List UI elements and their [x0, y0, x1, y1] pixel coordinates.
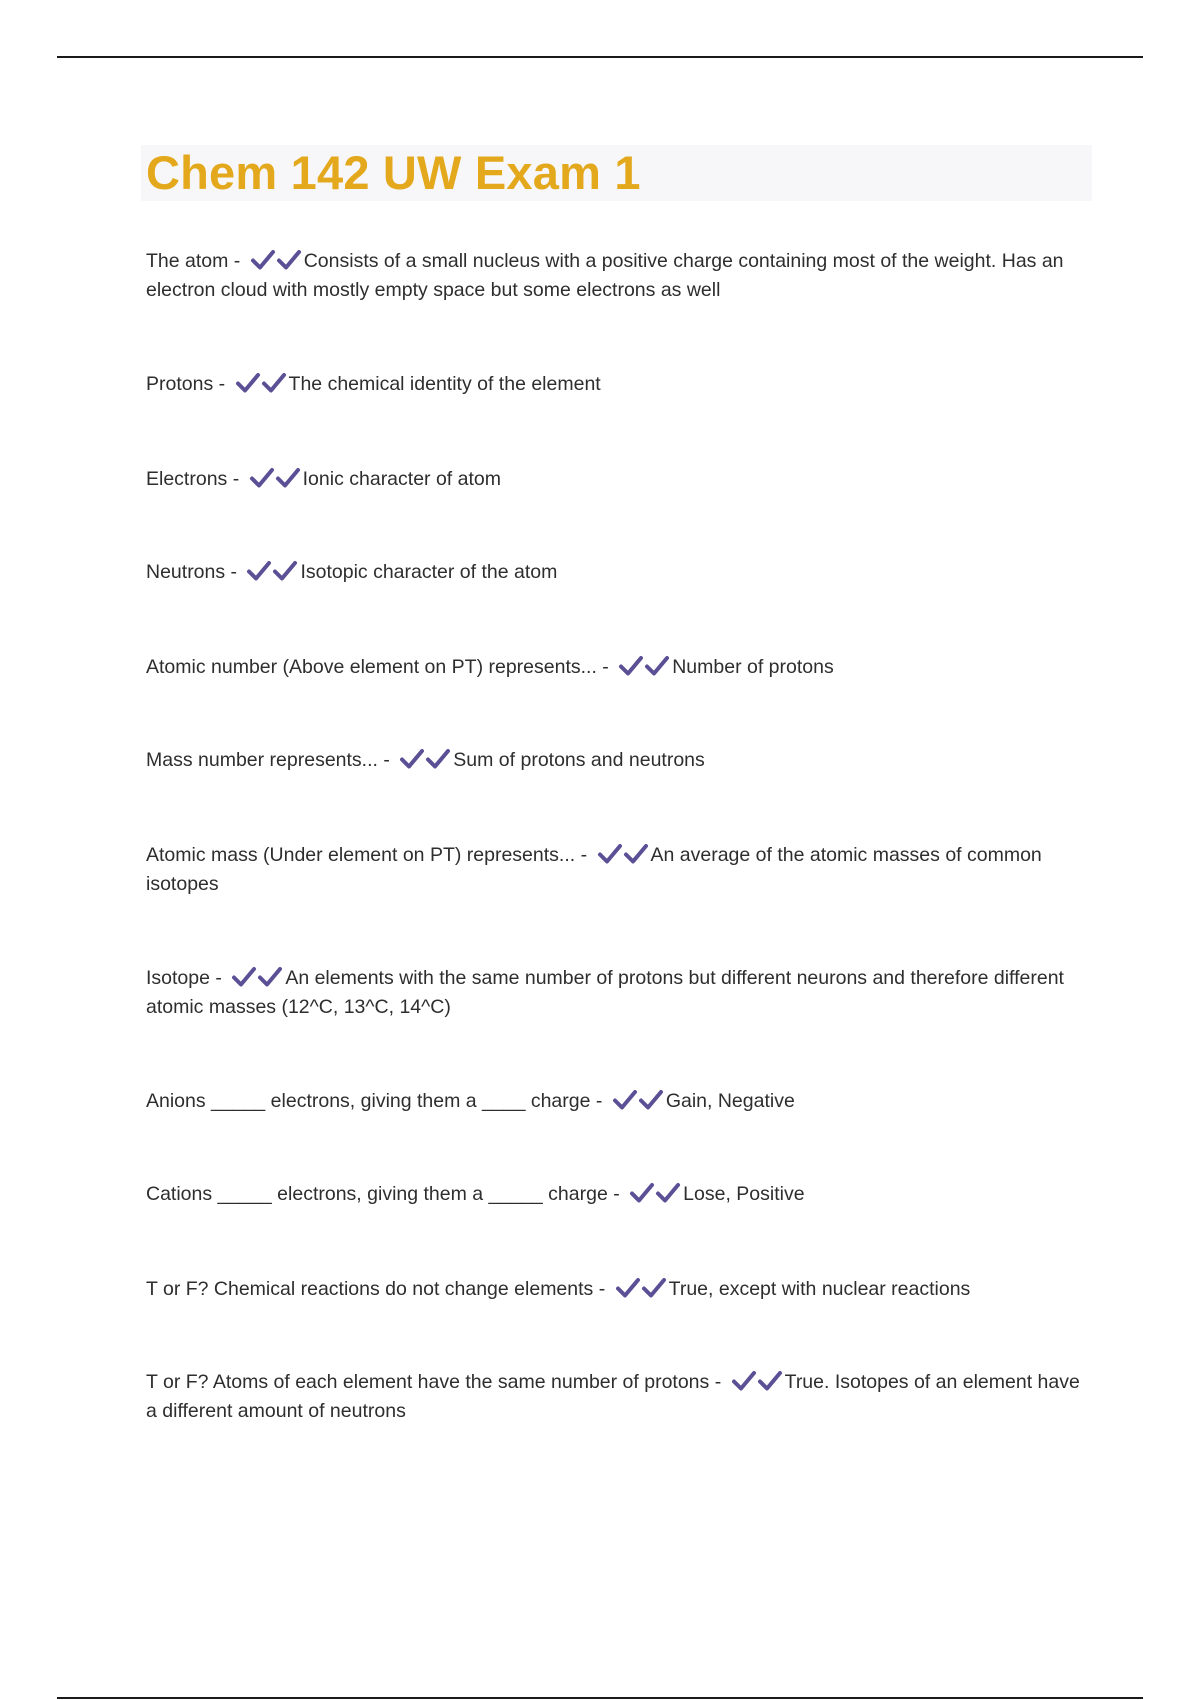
- flashcard-definition: Consists of a small nucleus with a positive charge containing most of the weight. Has an electron cloud with mostly empty space but some electrons as well: [146, 250, 1064, 301]
- flashcard-definition: Gain, Negative: [665, 1090, 795, 1112]
- flashcard-item: [146, 653, 1086, 682]
- check-icon: [757, 1370, 783, 1392]
- double-check-icon: [731, 1368, 783, 1397]
- flashcard-item: [146, 1275, 1086, 1304]
- double-check-icon: [612, 1087, 664, 1116]
- check-icon: [612, 1089, 638, 1111]
- check-icon: [261, 372, 287, 394]
- flashcard-term: T or F? Chemical reactions do not change elements: [146, 1278, 594, 1300]
- check-icon: [272, 560, 298, 582]
- bottom-rule: [57, 1697, 1143, 1699]
- check-icon: [399, 748, 425, 770]
- term-separator: -: [209, 967, 228, 989]
- check-icon: [644, 655, 670, 677]
- double-check-icon: [597, 841, 649, 870]
- flashcard-item: [146, 370, 1086, 399]
- flashcard-term: Mass number represents...: [146, 749, 378, 771]
- double-check-icon: [235, 370, 287, 399]
- flashcard-item: [146, 964, 1086, 1022]
- flashcard-term: The atom: [146, 250, 229, 272]
- check-icon: [629, 1182, 655, 1204]
- flashcard-item: [146, 746, 1086, 775]
- flashcard-term: Electrons: [146, 468, 228, 490]
- flashcard-item: [146, 1368, 1086, 1426]
- check-icon: [235, 372, 261, 394]
- page-title: Chem 142 UW Exam 1: [146, 146, 641, 199]
- double-check-icon: [618, 653, 670, 682]
- double-check-icon: [615, 1275, 667, 1304]
- check-icon: [623, 843, 649, 865]
- flashcard-term: Protons: [146, 373, 214, 395]
- term-separator: -: [575, 844, 593, 866]
- check-icon: [275, 467, 301, 489]
- flashcard-term: T or F? Atoms of each element have the same number of protons: [146, 1371, 710, 1393]
- check-icon: [597, 843, 623, 865]
- double-check-icon: [629, 1180, 681, 1209]
- check-icon: [250, 249, 276, 271]
- check-icon: [231, 966, 257, 988]
- double-check-icon: [246, 558, 298, 587]
- flashcard-definition: True, except with nuclear reactions: [668, 1278, 971, 1300]
- flashcard-item: [146, 1087, 1086, 1116]
- flashcard-term: Cations _____ electrons, giving them a _____ charge: [146, 1183, 608, 1205]
- double-check-icon: [399, 746, 451, 775]
- top-rule: [57, 56, 1143, 58]
- check-icon: [257, 966, 283, 988]
- flashcard-term: Atomic mass (Under element on PT) represents...: [146, 844, 576, 866]
- term-separator: -: [607, 1183, 626, 1205]
- flashcard-definition: Lose, Positive: [683, 1183, 805, 1205]
- check-icon: [618, 655, 644, 677]
- term-separator: -: [593, 1278, 611, 1300]
- check-icon: [276, 249, 302, 271]
- double-check-icon: [250, 247, 302, 276]
- check-icon: [655, 1182, 681, 1204]
- check-icon: [638, 1089, 664, 1111]
- flashcard-definition: Ionic character of atom: [302, 468, 501, 490]
- flashcard-definition: An average of the atomic masses of common isotopes: [146, 844, 1042, 895]
- check-icon: [246, 560, 272, 582]
- flashcard-definition: Sum of protons and neutrons: [453, 749, 705, 771]
- flashcard-item: [146, 1180, 1086, 1209]
- flashcard-term: Neutrons: [146, 561, 226, 583]
- term-separator: -: [596, 656, 615, 678]
- flashcard-definition: Number of protons: [672, 656, 834, 678]
- flashcard-item: [146, 841, 1086, 899]
- flashcard-term: Isotope: [146, 967, 210, 989]
- flashcard-term: Anions _____ electrons, giving them a ____ charge: [146, 1090, 591, 1112]
- flashcard-definition: An elements with the same number of protons but different neurons and therefore different atomic masses (12^C, 13^C, 14^C): [146, 967, 1064, 1018]
- flashcard-item: [146, 465, 1086, 494]
- term-separator: -: [213, 373, 231, 395]
- check-icon: [615, 1277, 641, 1299]
- flashcard-definition: The chemical identity of the element: [288, 373, 601, 395]
- check-icon: [425, 748, 451, 770]
- term-separator: -: [377, 749, 396, 771]
- check-icon: [731, 1370, 757, 1392]
- double-check-icon: [249, 465, 301, 494]
- term-separator: -: [228, 250, 246, 272]
- term-separator: -: [225, 561, 243, 583]
- flashcard-definition: True. Isotopes of an element have a different amount of neutrons: [146, 1371, 1080, 1422]
- flashcard-item: [146, 558, 1086, 587]
- term-separator: -: [709, 1371, 727, 1393]
- check-icon: [249, 467, 275, 489]
- double-check-icon: [231, 964, 283, 993]
- check-icon: [641, 1277, 667, 1299]
- flashcard-definition: Isotopic character of the atom: [300, 561, 558, 583]
- term-separator: -: [590, 1090, 608, 1112]
- flashcard-term: Atomic number (Above element on PT) represents...: [146, 656, 597, 678]
- term-separator: -: [227, 468, 245, 490]
- flashcard-item: [146, 247, 1086, 305]
